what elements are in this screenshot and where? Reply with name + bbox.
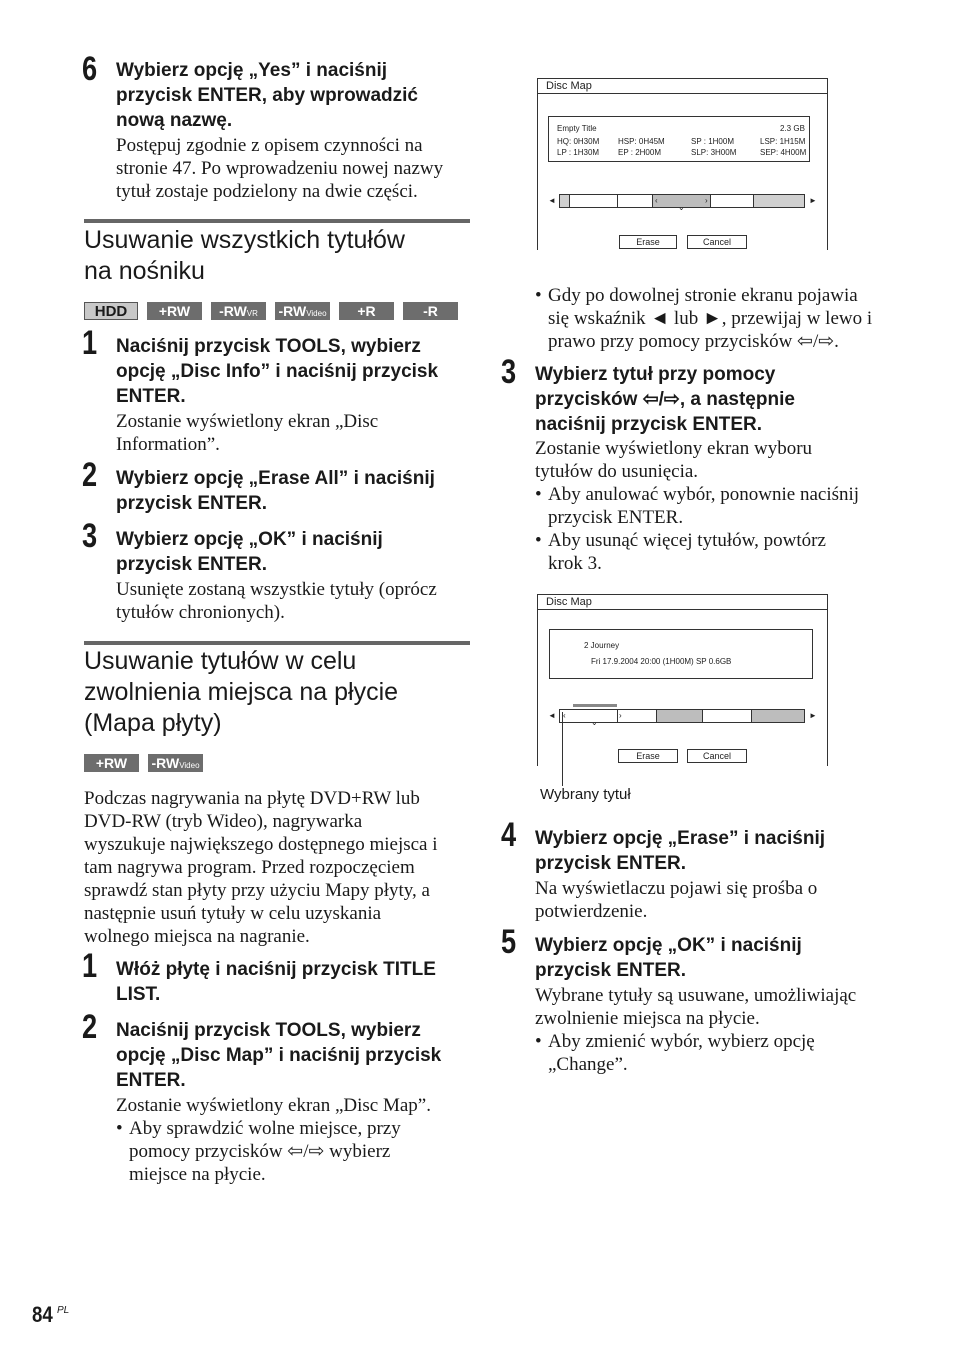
language-code: PL xyxy=(57,1305,70,1316)
step-number: 1 xyxy=(82,324,98,362)
screen-title: Disc Map xyxy=(546,596,592,608)
mode-time: LP : 1H30M xyxy=(557,148,600,157)
step-number: 3 xyxy=(82,517,98,555)
page-number: 84 xyxy=(32,1302,53,1327)
scroll-left-icon[interactable]: ◄ xyxy=(548,196,556,205)
disc-map-screen xyxy=(537,78,829,250)
step-description: Zostanie wyświetlony ekran wyboru tytułów do usunięcia. xyxy=(535,438,813,482)
step-description: Postępuj zgodnie z opisem czynności na stronie 47. Po wprowadzeniu nowej nazwy tytuł zostaje podzielony na dwie części. xyxy=(116,135,444,202)
mode-time: SLP: 3H00M xyxy=(691,148,737,157)
cancel-button[interactable]: Cancel xyxy=(687,235,747,249)
mode-time: EP : 2H00M xyxy=(618,148,661,157)
step-number: 2 xyxy=(82,1008,98,1046)
step-title: Naciśnij przycisk TOOLS, wybierz opcję „Disc Info” i naciśnij przycisk ENTER. xyxy=(116,336,439,407)
media-badge-minus-r: -R xyxy=(403,302,458,320)
mode-time: SEP: 4H00M xyxy=(760,148,807,157)
section-heading: Usuwanie wszystkich tytułów na nośniku xyxy=(84,226,405,285)
step-title: Naciśnij przycisk TOOLS, wybierz opcję „Disc Map” i naciśnij przycisk ENTER. xyxy=(116,1020,442,1091)
media-badge-plus-r: +R xyxy=(339,302,394,320)
step-description: Zostanie wyświetlony ekran „Disc Map”. xyxy=(116,1095,431,1116)
selected-title-marker xyxy=(573,704,617,707)
bullet-item: • Gdy po dowolnej stronie ekranu pojawia się wskaźnik ◄ lub ►, przewijaj w lewo i prawo przy pomocy przycisków ⇦/⇨. xyxy=(535,285,873,352)
step-title: Wybierz opcję „Erase” i naciśnij przycisk ENTER. xyxy=(535,828,826,874)
cursor-left-icon: ‹ xyxy=(655,196,658,205)
step-number: 5 xyxy=(501,923,517,961)
selected-title-name: 2 Journey xyxy=(584,641,620,650)
screen-frame xyxy=(537,594,828,766)
scroll-left-icon[interactable]: ◄ xyxy=(548,711,556,720)
media-badge-plus-rw: +RW xyxy=(147,302,202,320)
screen-title-divider xyxy=(537,609,828,610)
scroll-right-icon[interactable]: ► xyxy=(809,196,817,205)
section-intro: Podczas nagrywania na płytę DVD+RW lub DVD-RW (tryb Wideo), nagrywarka wyszukuje największego dostępnego miejsca i tam nagrywa program. Przed rozpoczęciem sprawdź stan płyty przy użyciu Mapy płyty, a następnie usuń tytuły w celu uzyskania wolnego miejsca na nagranie. xyxy=(84,788,438,947)
step-title: Wybierz opcję „Erase All” i naciśnij przycisk ENTER. xyxy=(116,468,435,514)
screen-frame xyxy=(537,78,828,250)
erase-button[interactable]: Erase xyxy=(619,235,677,249)
selected-title-info: Fri 17.9.2004 20:00 (1H00M) SP 0.6GB xyxy=(591,657,732,666)
media-badge-plus-rw: +RW xyxy=(84,754,139,772)
empty-title-label: Empty Title xyxy=(557,124,597,133)
bullet-item: • Aby anulować wybór, ponownie naciśnij przycisk ENTER. xyxy=(535,484,860,528)
mode-time: SP : 1H00M xyxy=(691,137,734,146)
disc-capacity: 2.3 GB xyxy=(780,124,805,133)
mode-time: HQ: 0H30M xyxy=(557,137,600,146)
screen-title-divider xyxy=(537,93,828,94)
step-number: 6 xyxy=(82,50,98,88)
step-title: Włóż płytę i naciśnij przycisk TITLE LIST. xyxy=(116,959,436,1005)
step-title: Wybierz opcję „OK” i naciśnij przycisk ENTER. xyxy=(535,935,802,981)
cursor-pointer-icon: ⌄ xyxy=(678,203,685,212)
step-number: 1 xyxy=(82,947,98,985)
step-title: Wybierz opcję „Yes” i naciśnij przycisk ENTER, aby wprowadzić nową nazwę. xyxy=(116,60,418,131)
media-badge-minus-rw-vr: -RWVR xyxy=(211,302,266,320)
cursor-left-icon: ‹ xyxy=(563,711,566,720)
cursor-right-icon: › xyxy=(619,711,622,720)
cancel-button[interactable]: Cancel xyxy=(687,749,747,763)
step-description: Na wyświetlaczu pojawi się prośba o potwierdzenie. xyxy=(535,878,818,922)
bullet-item: • Aby sprawdzić wolne miejsce, przy pomocy przycisków ⇦/⇨ wybierz miejsce na płycie. xyxy=(116,1118,401,1185)
section-divider xyxy=(84,219,470,223)
step-description: Wybrane tytuły są usuwane, umożliwiając zwolnienie miejsca na płycie. xyxy=(535,985,857,1029)
callout-line xyxy=(562,712,563,786)
scroll-right-icon[interactable]: ► xyxy=(809,711,817,720)
step-number: 4 xyxy=(501,816,517,854)
section-divider xyxy=(84,641,470,645)
bullet-item: • Aby usunąć więcej tytułów, powtórz krok 3. xyxy=(535,530,826,574)
step-description: Zostanie wyświetlony ekran „Disc Information”. xyxy=(116,411,379,455)
callout-label: Wybrany tytuł xyxy=(540,786,631,803)
cursor-right-icon: › xyxy=(705,196,708,205)
media-badge-minus-rw-video: -RWVideo xyxy=(148,754,203,772)
mode-time: HSP: 0H45M xyxy=(618,137,665,146)
media-badges xyxy=(84,302,458,320)
screen-title: Disc Map xyxy=(546,80,592,92)
section-heading: Usuwanie tytułów w celu zwolnienia miejsca na płycie (Mapa płyty) xyxy=(84,647,399,737)
step-title: Wybierz opcję „OK” i naciśnij przycisk ENTER. xyxy=(116,529,383,575)
step-title: Wybierz tytuł przy pomocy przycisków ⇦/⇨, a następnie naciśnij przycisk ENTER. xyxy=(535,364,795,435)
disc-map-screen xyxy=(537,594,829,769)
title-info-box xyxy=(549,629,813,679)
step-number: 3 xyxy=(501,353,517,391)
media-badge-minus-rw-video: -RWVideo xyxy=(275,302,330,320)
media-badges xyxy=(84,754,203,772)
mode-time: LSP: 1H15M xyxy=(760,137,806,146)
erase-button[interactable]: Erase xyxy=(618,749,678,763)
cursor-pointer-icon: ⌄ xyxy=(591,718,598,727)
media-badge-hdd: HDD xyxy=(84,302,138,320)
step-number: 2 xyxy=(82,456,98,494)
step-description: Usunięte zostaną wszystkie tytuły (oprócz tytułów chronionych). xyxy=(116,579,437,623)
bullet-item: • Aby zmienić wybór, wybierz opcję „Change”. xyxy=(535,1031,815,1075)
